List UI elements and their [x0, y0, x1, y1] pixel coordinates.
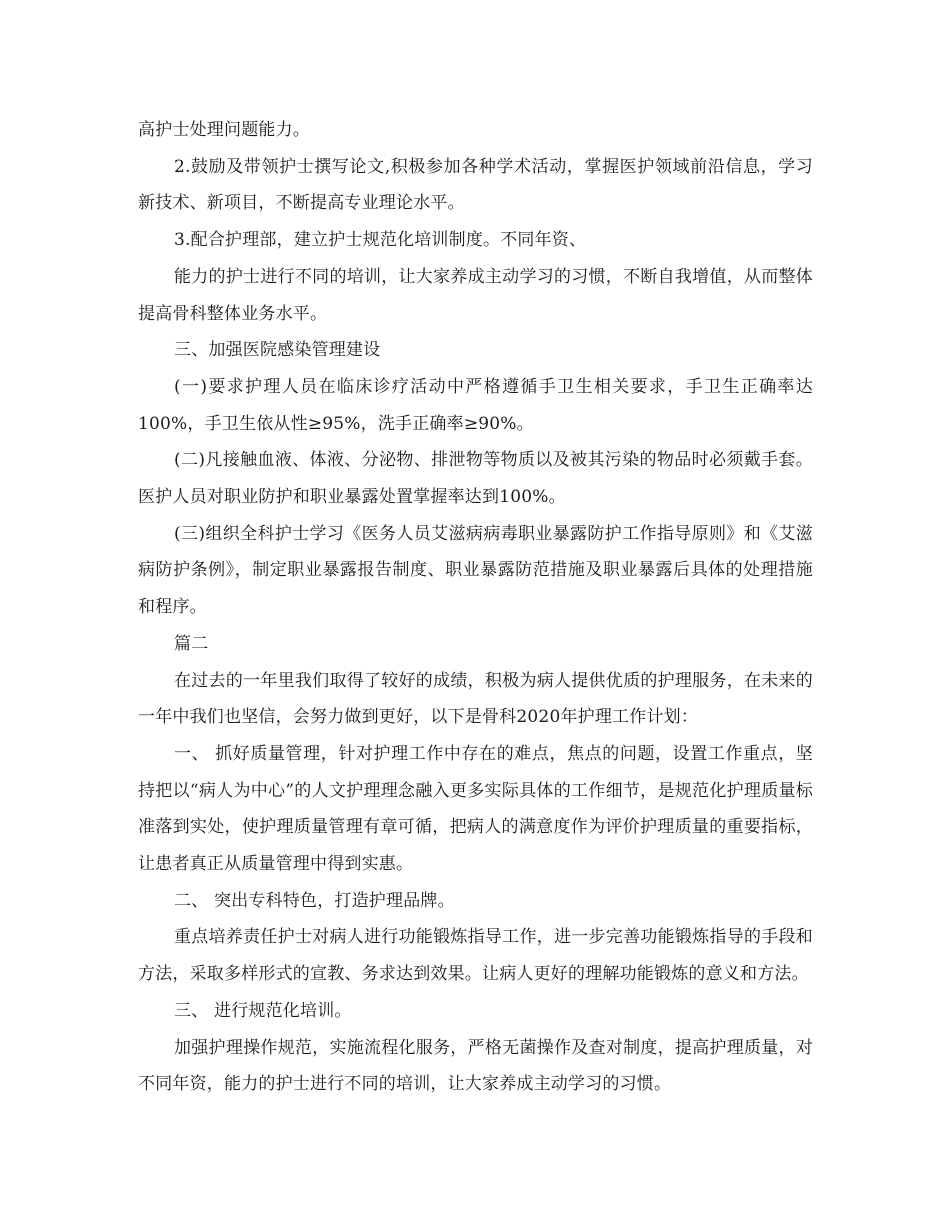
document-body	[138, 112, 813, 1103]
paragraph-gloves: (二)凡接触血液、体液、分泌物、排泄物等物质以及被其污染的物品时必须戴手套。医护人员对职业防护和职业暴露处置掌握率达到100%。	[138, 450, 813, 508]
paragraph-intro: 在过去的一年里我们取得了较好的成绩，积极为病人提供优质的护理服务，在未来的一年中我们也坚信，会努力做到更好，以下是骨科2020年护理工作计划：	[138, 670, 813, 728]
paragraph-1: 高护士处理问题能力。	[138, 120, 310, 140]
paragraph-quality-management: 一、 抓好质量管理，针对护理工作中存在的难点，焦点的问题，设置工作重点，坚持把以“病人为中心”的人文护理理念融入更多实际具体的工作细节，是规范化护理质量标准落到实处，使护理质量管理有章可循，把病人的满意度作为评价护理质量的重要指标，让患者真正从质量管理中得到实惠。	[138, 743, 813, 875]
section-heading-standard-training: 三、 进行规范化培训。	[174, 1000, 352, 1021]
paragraph-aids-protection: (三)组织全科护士学习《医务人员艾滋病病毒职业暴露防护工作指导原则》和《艾滋病防护条例》，制定职业暴露报告制度、职业暴露防范措施及职业暴露后具体的处理措施和程序。	[138, 523, 813, 618]
paragraph-3: 3.配合护理部，建立护士规范化培训制度。不同年资、	[174, 230, 587, 251]
paragraph-operation-standards: 加强护理操作规范，实施流程化服务，严格无菌操作及查对制度，提高护理质量，对不同年资，能力的护士进行不同的培训，让大家养成主动学习的习惯。	[138, 1037, 813, 1095]
section-heading-specialty: 二、 突出专科特色，打造护理品牌。	[174, 890, 455, 911]
paragraph-2: 2.鼓励及带领护士撰写论文,积极参加各种学术活动，掌握医护领域前沿信息，学习新技术、新项目，不断提高专业理论水平。	[138, 156, 813, 214]
paragraph-functional-training: 重点培养责任护士对病人进行功能锻炼指导工作，进一步完善功能锻炼指导的手段和方法，采取多样形式的宣教、务求达到效果。让病人更好的理解功能锻炼的意义和方法。	[138, 927, 813, 985]
paragraph-hand-hygiene: (一)要求护理人员在临床诊疗活动中严格遵循手卫生相关要求，手卫生正确率达100%，手卫生依从性≥95%，洗手正确率≥90%。	[138, 376, 813, 434]
paragraph-4: 能力的护士进行不同的培训，让大家养成主动学习的习惯，不断自我增值，从而整体提高骨科整体业务水平。	[138, 266, 813, 324]
section-heading-part-two: 篇二	[174, 633, 209, 654]
section-heading-infection-control: 三、加强医院感染管理建设	[174, 340, 381, 361]
